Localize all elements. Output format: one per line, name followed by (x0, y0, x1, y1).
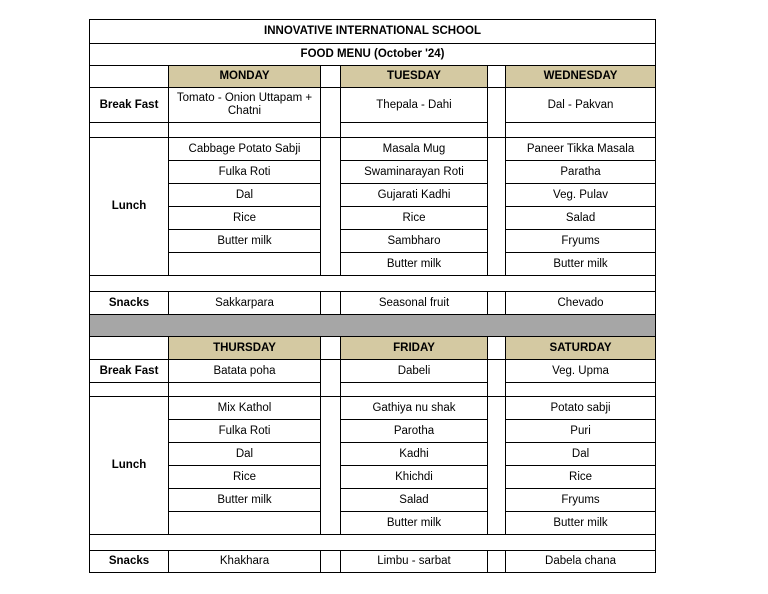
menu-item: Paratha (506, 161, 656, 184)
week2-day-header-row (90, 337, 656, 360)
week1-breakfast-row (90, 88, 656, 123)
week2-snacks-row (90, 551, 656, 573)
menu-item: Dal - Pakvan (506, 88, 656, 123)
menu-item: Limbu - sarbat (341, 551, 488, 573)
menu-item: Paneer Tikka Masala (506, 138, 656, 161)
menu-item: Butter milk (169, 489, 321, 512)
menu-item: Masala Mug (341, 138, 488, 161)
spacer-cell (488, 551, 506, 573)
menu-item: Rice (169, 466, 321, 489)
spacer-cell (488, 138, 506, 276)
week1-lunch-row (90, 207, 656, 230)
menu-item (169, 253, 321, 276)
week-separator (90, 315, 656, 337)
menu-item: Dabeli (341, 360, 488, 383)
gap-cell (506, 383, 656, 397)
spacer-cell (321, 337, 341, 360)
menu-item: Butter milk (169, 230, 321, 253)
menu-item: Butter milk (341, 253, 488, 276)
gap-cell (90, 276, 656, 292)
menu-item: Veg. Pulav (506, 184, 656, 207)
menu-item: Sambharo (341, 230, 488, 253)
spacer-cell (488, 66, 506, 88)
menu-item: Butter milk (341, 512, 488, 535)
spacer-cell (488, 88, 506, 138)
menu-item: Gujarati Kadhi (341, 184, 488, 207)
menu-item: Swaminarayan Roti (341, 161, 488, 184)
gap-row (90, 276, 656, 292)
week1-day-header-row (90, 66, 656, 88)
spacer-cell (488, 337, 506, 360)
gap-cell (90, 123, 169, 138)
week1-lunch-row (90, 230, 656, 253)
gap-cell (341, 383, 488, 397)
menu-item: Fryums (506, 489, 656, 512)
menu-item (169, 512, 321, 535)
week2-lunch-row (90, 466, 656, 489)
blank-cell (90, 66, 169, 88)
menu-item: Potato sabji (506, 397, 656, 420)
week2-lunch-row (90, 443, 656, 466)
menu-item: Dabela chana (506, 551, 656, 573)
week2-lunch-row (90, 489, 656, 512)
menu-item: Khichdi (341, 466, 488, 489)
menu-item: Cabbage Potato Sabji (169, 138, 321, 161)
menu-item: Dal (169, 184, 321, 207)
week2-lunch-row (90, 512, 656, 535)
week1-lunch-row (90, 253, 656, 276)
menu-item: Butter milk (506, 253, 656, 276)
gap-cell (506, 123, 656, 138)
week1-lunch-row (90, 138, 656, 161)
day-header-monday: MONDAY (169, 66, 321, 88)
menu-item: Dal (506, 443, 656, 466)
gap-cell (90, 383, 169, 397)
day-header-wednesday: WEDNESDAY (506, 66, 656, 88)
spacer-cell (321, 88, 341, 138)
snacks-label: Snacks (90, 292, 169, 315)
menu-item: Fryums (506, 230, 656, 253)
gap-cell (169, 383, 321, 397)
day-header-tuesday: TUESDAY (341, 66, 488, 88)
gap-row (90, 123, 656, 138)
spacer-cell (488, 397, 506, 535)
spacer-cell (321, 66, 341, 88)
lunch-label: Lunch (90, 138, 169, 276)
menu-item: Rice (341, 207, 488, 230)
day-header-friday: FRIDAY (341, 337, 488, 360)
breakfast-label: Break Fast (90, 88, 169, 123)
gap-cell (90, 535, 656, 551)
week1-snacks-row (90, 292, 656, 315)
menu-item: Khakhara (169, 551, 321, 573)
menu-item: Gathiya nu shak (341, 397, 488, 420)
blank-cell (90, 337, 169, 360)
menu-item: Rice (169, 207, 321, 230)
spacer-cell (321, 551, 341, 573)
menu-item: Parotha (341, 420, 488, 443)
spacer-cell (488, 292, 506, 315)
menu-item: Chevado (506, 292, 656, 315)
week1-lunch-row (90, 161, 656, 184)
gap-row (90, 535, 656, 551)
spacer-cell (321, 292, 341, 315)
spacer-cell (321, 360, 341, 397)
week2-lunch-row (90, 420, 656, 443)
gap-row (90, 383, 656, 397)
menu-item: Butter milk (506, 512, 656, 535)
menu-item: Salad (506, 207, 656, 230)
menu-item: Salad (341, 489, 488, 512)
lunch-label: Lunch (90, 397, 169, 535)
menu-item: Dal (169, 443, 321, 466)
menu-item: Seasonal fruit (341, 292, 488, 315)
gap-cell (169, 123, 321, 138)
breakfast-label: Break Fast (90, 360, 169, 383)
menu-item: Fulka Roti (169, 420, 321, 443)
menu-item: Rice (506, 466, 656, 489)
day-header-saturday: SATURDAY (506, 337, 656, 360)
menu-subtitle: FOOD MENU (October '24) (90, 44, 656, 66)
food-menu-table (89, 19, 656, 573)
menu-item: Fulka Roti (169, 161, 321, 184)
menu-item: Thepala - Dahi (341, 88, 488, 123)
week1-lunch-row (90, 184, 656, 207)
snacks-label: Snacks (90, 551, 169, 573)
menu-item: Puri (506, 420, 656, 443)
week-separator-row (90, 315, 656, 337)
spacer-cell (488, 360, 506, 397)
spacer-cell (321, 138, 341, 276)
menu-item: Batata poha (169, 360, 321, 383)
menu-item: Mix Kathol (169, 397, 321, 420)
menu-item: Sakkarpara (169, 292, 321, 315)
week2-lunch-row (90, 397, 656, 420)
menu-item: Tomato - Onion Uttapam + Chatni (169, 88, 321, 123)
week2-breakfast-row (90, 360, 656, 383)
menu-item: Veg. Upma (506, 360, 656, 383)
school-title: INNOVATIVE INTERNATIONAL SCHOOL (90, 20, 656, 44)
gap-cell (341, 123, 488, 138)
spacer-cell (321, 397, 341, 535)
menu-item: Kadhi (341, 443, 488, 466)
day-header-thursday: THURSDAY (169, 337, 321, 360)
